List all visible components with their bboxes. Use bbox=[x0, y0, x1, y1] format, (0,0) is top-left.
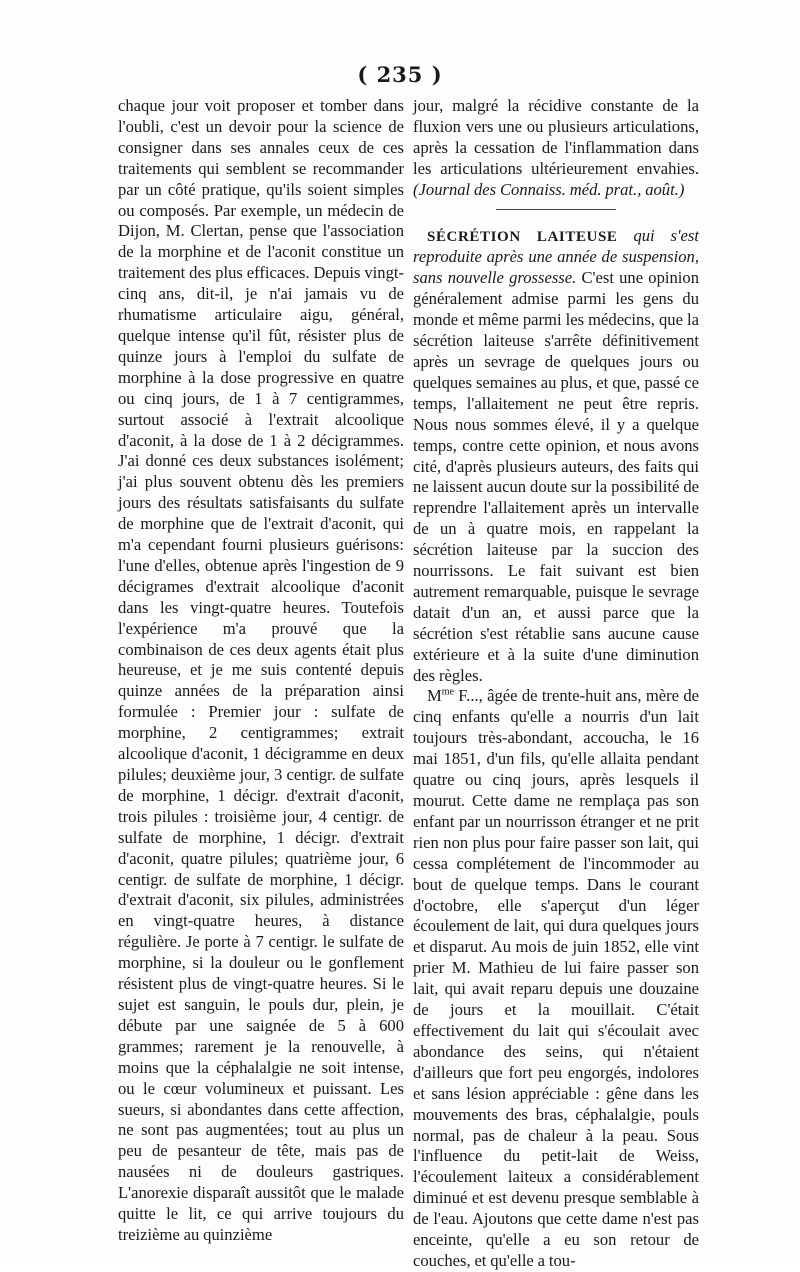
left-column bbox=[118, 96, 404, 1246]
section-heading-paragraph bbox=[413, 226, 699, 687]
left-column-text: chaque jour voit proposer et tomber dans l'oubli, c'est un devoir pour la science de consigner dans ses annales ceux de ces traitements qui semblent se recommander par un côté pratique, qu'ils soient simples ou composés. Par exemple, un médecin de Dijon, M. Clertan, pense que l'association de la morphine et de l'aconit constitue un traitement des plus efficaces. Depuis vingt-cinq ans, dit-il, je n'ai jamais vu de rhumatisme articulaire aigu, général, quelque intense qu'il fût, résister plus de quinze jours à l'emploi du sulfate de morphine à la dose progressive en quatre ou cinq jours, de 1 à 7 centigrammes, surtout associé à l'extrait alcoolique d'aconit, à la dose de 1 à 2 décigrammes. J'ai donné ces deux substances isolément; j'ai plus souvent obtenu dès les premiers jours des résultats satisfaisants du sulfate de morphine que de l'extrait d'aconit, qui m'a cependant fourni plusieurs guérisons: l'une d'elles, obtenue après l'ingestion de 9 décigrames d'extrait alcoolique d'aconit dans les vingt-quatre heures. Toutefois l'expérience m'a prouvé que la combinaison de ces deux agents était plus heureuse, et je me suis contenté depuis quinze années de la préparation ainsi formulée : Premier jour : sulfate de morphine, 2 centigrammes; extrait alcoolique d'aconit, 1 décigramme en deux pilules; deuxième jour, 3 centigr. de sulfate de morphine, 1 décigr. d'extrait d'aconit, trois pilules : troisième jour, 4 centigr. de sulfate de morphine, 1 décigr. d'extrait d'aconit, quatre pilules; quatrième jour, 6 centigr. de sulfate de morphine, 1 décigr. d'extrait d'aconit, six pilules, administrées en vingt-quatre heures, à distance régulière. Je porte à 7 centigr. le sulfate de morphine, si la douleur ou le gonflement résistent plus de vingt-quatre heures. Si le sujet est sanguin, le pouls dur, plein, je débute par une saignée de 5 à 600 grammes; rarement je la renouvelle, à moins que la céphalalgie ne soit intense, ou le cœur volumineux et puissant. Les sueurs, si abondantes dans cette affection, ne sont pas augmentées; tout au plus un peu de pesanteur de tête, mais pas de nausées ni de douleurs gastriques. L'anorexie disparaît aussitôt que le malade quitte le lit, ce qui arrive toujours du treizième au quinzième bbox=[118, 96, 404, 1244]
right-paragraph-3-text: F..., âgée de trente-huit ans, mère de cinq enfants qu'elle a nourris d'un lait toujours très-abondant, accoucha, le 16 mai 1851, d'un fils, qu'elle allaita pendant quatre ou cinq jours, après lesquels il mourut. Cette dame ne remplaça pas son enfant par un nourrisson étranger et ne prit rien non plus pour faire passer son lait, qui cessa complétement de l'incommoder au bout de quelque temps. Dans le courant d'octobre, elle s'aperçut d'un léger écoulement de lait, qui dura quelques jours et disparut. Au mois de juin 1852, elle vint prier M. Mathieu de lui faire passer son lait, qui avait reparu depuis une douzaine de jours et la mouillait. C'était effectivement du lait qui s'écoulait avec abondance des seins, qui n'étaient d'ailleurs que fort peu engorgés, indolores et sans lésion appréciable : gêne dans les mouvements des bras, céphalalgie, pouls normal, pas de chaleur à la peau. Sous l'influence du petit-lait de Weiss, l'écoulement laiteux a considérablement diminué et est devenu presque semblable à de l'eau. Ajoutons que cette dame n'est pas enceinte, qu'elle a eu son retour de couches, et qu'elle a tou- bbox=[413, 686, 699, 1270]
madame-superscript: me bbox=[441, 686, 454, 698]
section-subtitle: qui s'est reproduite après une année de suspension, sans nouvelle grossesse. bbox=[413, 225, 699, 288]
page-number: ( 235 ) bbox=[357, 62, 443, 87]
section-divider bbox=[496, 209, 616, 210]
right-column bbox=[413, 96, 699, 1272]
madame-prefix: M bbox=[427, 686, 442, 706]
journal-citation: (Journal des Connaiss. méd. prat., août.) bbox=[413, 179, 685, 199]
right-paragraph-3 bbox=[413, 686, 699, 1271]
right-paragraph-1 bbox=[413, 96, 699, 201]
right-paragraph-1-text: jour, malgré la récidive constante de la fluxion vers une ou plusieurs articulations, après la cessation de l'inflammation dans les articulations ultérieurement envahies. bbox=[413, 96, 699, 178]
section-heading: SÉCRÉTION LAITEUSE bbox=[427, 228, 618, 245]
right-paragraph-2-text: C'est une opinion généralement admise parmi les gens du monde et même parmi les médecins, que la sécrétion laiteuse s'arrête définitivement après un sevrage de quelques jours ou quelques semaines au plus, et que, passé ce temps, l'allaitement ne peut être repris. Nous nous sommes élevé, il y a quelque temps, contre cette opinion, et nous avons cité, d'après plusieurs auteurs, des faits qui ne laissent aucun doute sur la possibilité de reprendre l'allaitement après un intervalle de un à quatre mois, en rappelant la sécrétion laiteuse par la succion des nourrissons. Le fait suivant est bien autrement remarquable, puisque le sevrage datait d'un an, et aussi parce que la sécrétion s'est rétablie sans aucune cause extérieure et à la suite d'une diminution des règles. bbox=[413, 268, 699, 685]
